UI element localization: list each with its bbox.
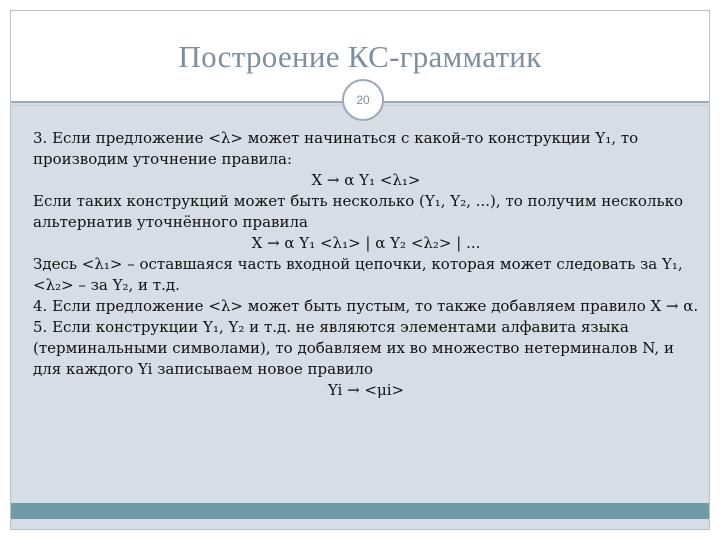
page-number-badge: 20 [342,79,384,121]
paragraph-explanation: Здесь <λ₁> – оставшаяся часть входной цепочки, которая может следовать за Y₁, <λ₂> – за Y₂, и т.д. [33,255,683,294]
slide-body [33,128,699,401]
paragraph-rule-5: 5. Если конструкции Y₁, Y₂ и т.д. не являются элементами алфавита языка (терминальными символами), то добавляем их во множество нетерминалов N, и для каждого Yi записываем новое правило [33,318,674,378]
paragraph-rule-3: 3. Если предложение <λ> может начинаться с какой-то конструкции Y₁, то производим уточнение правила: [33,129,639,168]
slide [10,10,710,530]
paragraph-rule-4: 4. Если предложение <λ> может быть пустым, то также добавляем правило X → α. [33,297,699,315]
footer-bar [11,503,709,519]
slide-title: Построение КС-грамматик [178,39,542,74]
paragraph-alternatives: Если таких конструкций может быть несколько (Y₁, Y₂, ...), то получим несколько альтернатив уточнённого правила [33,192,684,231]
formula-alternatives: X → α Y₁ <λ₁> | α Y₂ <λ₂> | ... [251,234,481,252]
formula-new-rule: Yi → <μi> [327,381,405,399]
formula-refined-rule: X → α Y₁ <λ₁> [311,171,421,189]
